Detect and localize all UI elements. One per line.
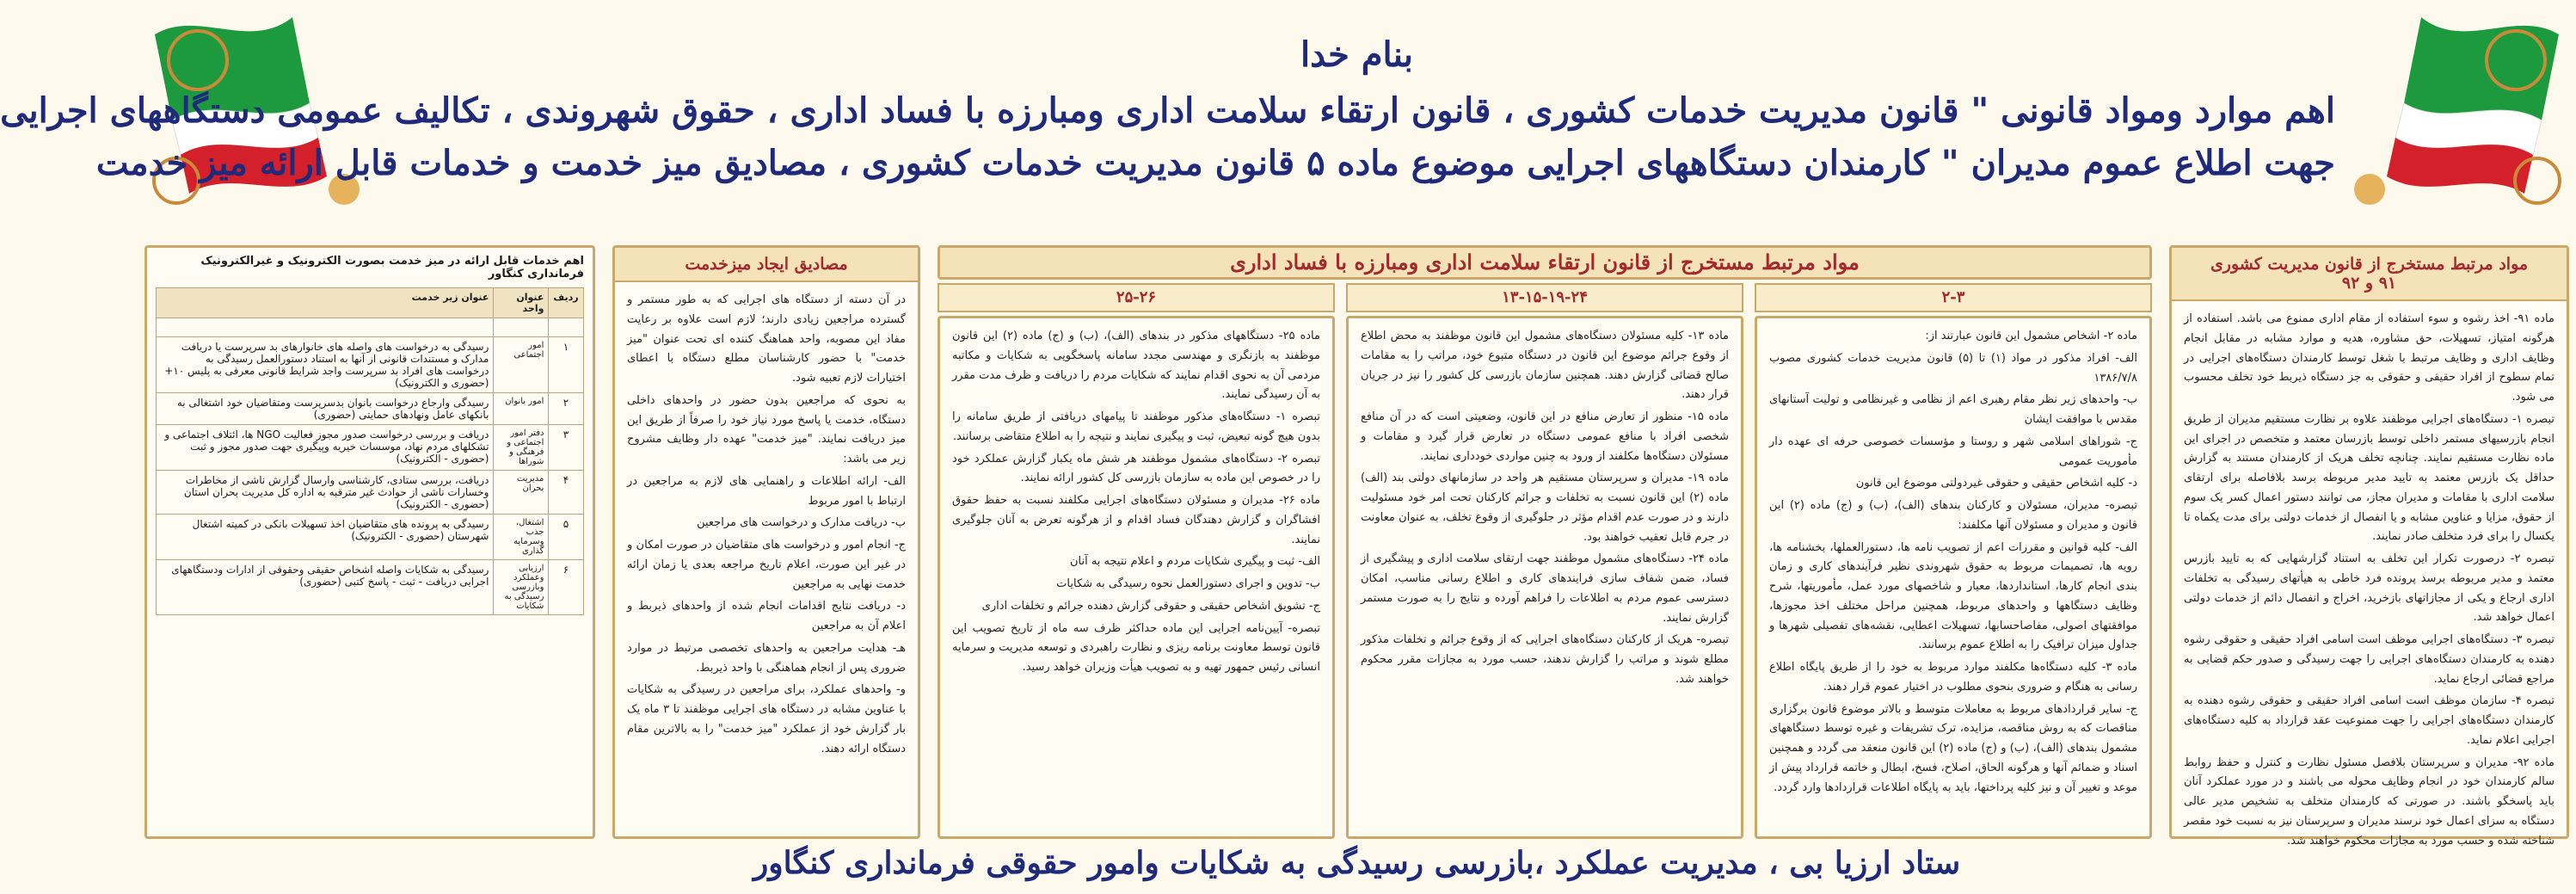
page-header: [0, 0, 2335, 215]
page-title-line1: اهم موارد ومواد قانونی " قانون مدیریت خدمات کشوری ، قانون ارتقاء سلامت اداری ومبارزه با فساد اداری ، حقوق شهروندی ، تکالیف عمومی دستگاههای اجرایی: [0, 90, 2335, 131]
services-table-panel: [144, 245, 595, 839]
table-row: ۶ ارزیابی وعملکرد وبازرسی رسیدگی به شکایات رسیدگی به شکایات واصله اشخاص حقیقی وحقوقی از ادارات ودستگاههای اجرایی دریافت - ثبت - پاسخ کتبی (حضوری): [157, 560, 583, 615]
content-columns: [144, 245, 2569, 848]
table-header-row: [157, 288, 583, 318]
col-header-service: عنوان زیر خدمت: [157, 288, 494, 318]
table-row: ۵ اشتغال، جذب وسرمایه گذاری رسیدگی به پرونده های متقاضیان اخذ تسهیلات بانکی در کمیته اشتغال شهرستان (حضوری - الکترونیک): [157, 515, 583, 560]
health-law-sub-heading-b: ۱۳-۱۵-۱۹-۲۴: [1346, 283, 1743, 312]
management-law-heading: مواد مرتبط مستخرج از قانون مدیریت کشوری ۹۱ و ۹۲: [2172, 248, 2567, 301]
table-row: ۳ دفتر امور اجتماعی و فرهنگی و شوراها دریافت و بررسی درخواست صدور مجوز فعالیت NGO ها، ائتلاف اجتماعی و تشکلهای مردم نهاد، موسسات خیریه وپیگیری جهت صدور مجوز و ثبت (حضوری - الکترونیک): [157, 425, 583, 471]
service-desk-examples-panel: [612, 245, 920, 839]
management-law-panel: [2169, 245, 2569, 848]
basmala: بنام خدا: [1300, 34, 1413, 75]
page-title-line2: جهت اطلاع عموم مدیران " کارمندان دستگاههای اجرایی موضوع ماده ۵ قانون مدیریت خدمات کشوری ، مصادیق میز خدمت و خدمات قابل ارائه میز خدمت: [95, 143, 2335, 183]
iran-flag-ornament-right: [2318, 0, 2576, 224]
footer-signature: ستاد ارزیا بی ، مدیریت عملکرد ،بازرسی رسیدگی به شکایات وامور حقوقی فرمانداری کنگاور: [753, 845, 1961, 881]
table-row: [157, 318, 583, 337]
health-law-panel-a: ماده ۲- اشخاص مشمول این قانون عبارتند از: الف- افراد مذکور در مواد (۱) تا (۵) قانون مدیریت خدمات کشوری مصوب ۱۳۸۶/۷/۸ ب- واحدهای زیر نظر مقام رهبری اعم از نظامی و غیرنظامی و تولیت آستانهای مقدس با موافقت ایشان ج- شوراهای اسلامی شهر و روستا و مؤسسات خصوصی حرفه ای عهده دار مأموریت عمومی د- کلیه اشخاص حقیقی و حقوقی غیردولتی موضوع این قانون تبصره- مدیران، مسئولان و کارکنان بندهای (الف)، (ب) و (ج) ماده (۲) این قانون و مدیران و مسئولان آنها مکلفند: الف- کلیه قوانین و مقررات اعم از تصویب نامه ها، دستورالعملها، بخشنامه ها، رویه ها، تصمیمات مربوط به حقوق شهروندی نظیر فرآیندهای کاری و زمان بندی انجام کارها، استانداردها، معیار و شاخصهای مورد عمل، مأموریتها، شرح وظایف دستگاهها و واحدهای مربوط، همچنین مراحل مختلف اخذ مجوزها، موافقتهای اصولی، مفاصاحسابها، تسهیلات اعطایی، نقشه‌های تفصیلی شهرها و جداول میزان ترافیک را به اطلاع عموم برسانند. ماده ۳- کلیه دستگاه‌ها مکلفند موارد مربوط به خود را از طریق پایگاه اطلاع رسانی به هنگام و ضروری بنحوی مطلوب در اختیار عموم قرار دهند. ج- سایر قراردادهای مربوط به معاملات متوسط و بالاتر موضوع قانون برگزاری مناقصات که به روش مناقصه، مزایده، ترک تشریفات و غیره توسط دستگاههای مشمول بندهای (الف)، (ب) و (ج) ماده (۲) این قانون منعقد می گردد و همچنین اسناد و ضمائم آنها و هرگونه الحاق، اصلاح، فسخ، ابطال و خاتمه قرارداد پیش از موعد و تغییر آن و نیز کلیه پرداختها، باید به پایگاه اطلاعات قراردادها وارد گردد.: [1755, 316, 2152, 839]
col-header-unit: عنوان واحد: [494, 288, 549, 318]
table-row: ۲ امور بانوان رسیدگی وارجاع درخواست بانوان بدسرپرست ومتقاضیان خود اشتغالی به بانکهای عامل ونهادهای حمایتی (حضوری): [157, 393, 583, 425]
col-header-row: ردیف: [549, 288, 583, 318]
service-desk-examples-text: در آن دسته از دستگاه های اجرایی که به طور مستمر و گسترده مراجعین زیادی دارند؛ لازم است علاوه بر رعایت مفاد این مصوبه، واحد هماهنگ کننده ای تحت عنوان "میز خدمت" با حضور کارشناسان مطلع دستگاه با اعطای اختیارات لازم تعبیه شود. به نحوی که مراجعین بدون حضور در واحدهای داخلی دستگاه، خدمت یا پاسخ مورد نیاز خود را صرفاً از طریق این میز دریافت نمایند. "میز خدمت" عهده دار وظایف مشروح زیر می باشد: الف- ارائه اطلاعات و راهنمایی های لازم به مراجعین در ارتباط با امور مربوط ب- دریافت مدارک و درخواست های مراجعین ج- انجام امور و درخواست های متقاضیان در صورت امکان و در غیر این صورت، اعلام تاریخ مراجعه بعدی یا زمان ارائه خدمت نهایی به مراجعین د- دریافت نتایج اقدامات انجام شده از واحدهای ذیربط و اعلام آن به مراجعین هـ- هدایت مراجعین به واحدهای تخصصی مرتبط در موارد ضروری پس از انجام هماهنگی با واحد ذیربط. و- واحدهای عملکرد، برای مراجعین در رسیدگی به شکایات با عناوین مشابه در دستگاه های اجرایی موظفند تا ۳ ماه یک بار گزارش خود از عملکرد "میز خدمت" را به بالاترین مقام دستگاه ارائه دهند.: [627, 293, 906, 755]
services-table: [156, 287, 583, 615]
health-law-sub-heading-a: ۲-۳: [1755, 283, 2152, 312]
health-law-panel-b: ماده ۱۳- کلیه مسئولان دستگاه‌های مشمول این قانون موظفند به محض اطلاع از وقوع جرائم موضوع این قانون در دستگاه متبوع خود، مراتب را به مقامات صالح قضائی گزارش دهند. همچنین سازمان بازرسی کل کشور را نیز در جریان قرار دهند. ماده ۱۵- منظور از تعارض منافع در این قانون، وضعیتی است که در آن منافع شخصی افراد با منافع عمومی دستگاه در تعارض قرار گیرد و مقامات و مسئولان دستگاه‌ها مکلفند از ورود به چنین مواردی خودداری نمایند. ماده ۱۹- مدیران و سرپرستان مستقیم هر واحد در سازمانهای دولتی بند (الف) ماده (۲) این قانون نسبت به تخلفات و جرائم کارکنان تحت امر خود مسئولیت دارند و در صورت عدم اقدام مؤثر در جلوگیری از وقوع تخلف، به عنوان معاونت در جرم قابل تعقیب خواهند بود. ماده ۲۴- دستگاه‌های مشمول موظفند جهت ارتقای سلامت اداری و پیشگیری از فساد، ضمن شفاف سازی فرایندهای کاری و اطلاع رسانی مناسب، امکان دسترسی عموم مردم به اطلاعات را فراهم آورده و نتایج را به صورت مستمر گزارش نمایند. تبصره- هریک از کارکنان دستگاه‌های اجرایی که از وقوع جرائم و تخلفات مذکور مطلع شوند و مراتب را گزارش ندهند، حسب مورد به مجازات مقرر محکوم خواهند شد.: [1346, 316, 1743, 839]
services-table-title: اهم خدمات قابل ارائه در میز خدمت بصورت الکترونیک و غیرالکترونیک فرمانداری کنگاور: [200, 255, 584, 281]
health-law-sub-heading-c: ۲۵-۲۶: [938, 283, 1335, 312]
health-law-panel-c: ماده ۲۵- دستگاههای مذکور در بندهای (الف)، (ب) و (ج) ماده (۲) این قانون موظفند به بازنگری و مهندسی مجدد سامانه پاسخگویی به شکایات و مکاتبه مردمی آن به نحوی اقدام نمایند که شکایات مردم را دریافت و ظرف مدت مقرر به آن رسیدگی نمایند. تبصره ۱- دستگاه‌های مذکور موظفند تا پیامهای دریافتی از طریق سامانه را بدون هیچ گونه تبعیض، ثبت و پیگیری نمایند و نتیجه را به اطلاع متقاضی برسانند. تبصره ۲- دستگاه‌های مشمول موظفند هر شش ماه یکبار گزارش عملکرد خود را در خصوص این ماده به سازمان بازرسی کل کشور ارائه نمایند. ماده ۲۶- مدیران و مسئولان دستگاه‌های اجرایی مکلفند نسبت به حفظ حقوق افشاگران و گزارش دهندگان فساد اقدام و از هرگونه تعرض به آنان جلوگیری نمایند. الف- ثبت و پیگیری شکایات مردم و اعلام نتیجه به آنان ب- تدوین و اجرای دستورالعمل نحوه رسیدگی به شکایات ج- تشویق اشخاص حقیقی و حقوقی گزارش دهنده جرائم و تخلفات اداری تبصره- آیین‌نامه اجرایی این ماده حداکثر ظرف سه ماه از تاریخ تصویب این قانون توسط معاونت برنامه ریزی و نظارت راهبردی و توسعه مدیریت و سرمایه انسانی رئیس جمهور تهیه و به تصویب هیأت وزیران خواهد رسید.: [938, 316, 1335, 839]
service-desk-examples-heading: مصادیق ایجاد میزخدمت: [615, 248, 918, 282]
table-row: ۴ مدیریت بحران دریافت، بررسی ستادی، کارشناسی وارسال گزارش ناشی از مخاطرات وخسارات ناشی از حوادث غیر مترقبه به اداره کل مدیریت بحران استان (حضوری - الکترونیک): [157, 471, 583, 515]
health-law-group-heading: مواد مرتبط مستخرج از قانون ارتقاء سلامت اداری ومبارزه با فساد اداری: [938, 245, 2152, 280]
management-law-text: ماده ۹۱- اخذ رشوه و سوء استفاده از مقام اداری ممنوع می باشد. استفاده از هرگونه امتیاز، تسهیلات، حق مشاوره، هدیه و موارد مشابه در مقابل انجام وظایف اداری و وظایف مرتبط با شغل توسط کارمندان دستگاه‌های اجرایی در تمام سطوح از افراد حقیقی و حقوقی به جز دستگاه ذیربط خود تخلف محسوب می شود. تبصره ۱- دستگاه‌های اجرایی موظفند علاوه بر نظارت مستقیم مدیران از طریق انجام بازرسیهای مستمر داخلی توسط بازرسان معتمد و متخصص در اجرای این ماده نظارت مستقیم نمایند. چنانچه تخلف هریک از کارمندان مستند به گزارش حداقل یک بازرس معتمد به تایید مدیر مربوطه برسد بلافاصله برای ارتقای سلامت اداری با مقامات و مدیران مجاز، می توانند دستور اعمال کسر یک سوم از حقوق، مزایا و عناوین مشابه و یا انفصال از خدمات دولتی برای مدت یکماه تا یکسال را برای فرد متخلف صادر نمایند. تبصره ۲- درصورت تکرار این تخلف به استناد گزارشهایی که به تایید بازرس معتمد و مدیر مربوطه برسد پرونده فرد خاطی به هیأتهای رسیدگی به تخلفات اداری ارجاع و یکی از مجازاتهای بازخرید، اخراج و انفصال دائم از خدمات دولتی اعمال خواهد شد. تبصره ۳- دستگاه‌های اجرایی موظف است اسامی افراد حقیقی و حقوقی رشوه دهنده به کارمندان دستگاه‌های اجرایی را جهت رسیدگی و صدور حکم قضایی به مراجع قضائی ارجاع نماید. تبصره ۴- سازمان موظف است اسامی افراد حقیقی و حقوقی رشوه دهنده به کارمندان دستگاه‌های اجرایی را جهت ممنوعیت عقد قرارداد به کلیه دستگاه‌های اجرایی اعلام نماید. ماده ۹۲- مدیران و سرپرستان بلافصل مسئول نظارت و کنترل و حفظ روابط سالم کارمندان خود در انجام وظایف محوله می باشند و در مورد عملکرد آنان باید پاسخگو باشند. در صورتی که کارمندان متخلف به تشخیص مدیر عالی دستگاه به سزای اعمال خود نرسند مدیران و سرپرستان نیز به نسبت خود مقصر شناخته شده و حسب مورد به مجازات محکوم خواهند شد.: [2184, 312, 2554, 848]
table-row: ۱ امور اجتماعی رسیدگی به درخواست های واصله های خانوارهای بد سرپرست یا دریافت مدارک و مستندات قانونی از آنها به استناد دستورالعمل رسیدگی به درخواست های افراد بد سرپرست واجد شرایط قانونی معرفی به پلیس ۱۰+ (حضوری و الکترونیک): [157, 337, 583, 393]
